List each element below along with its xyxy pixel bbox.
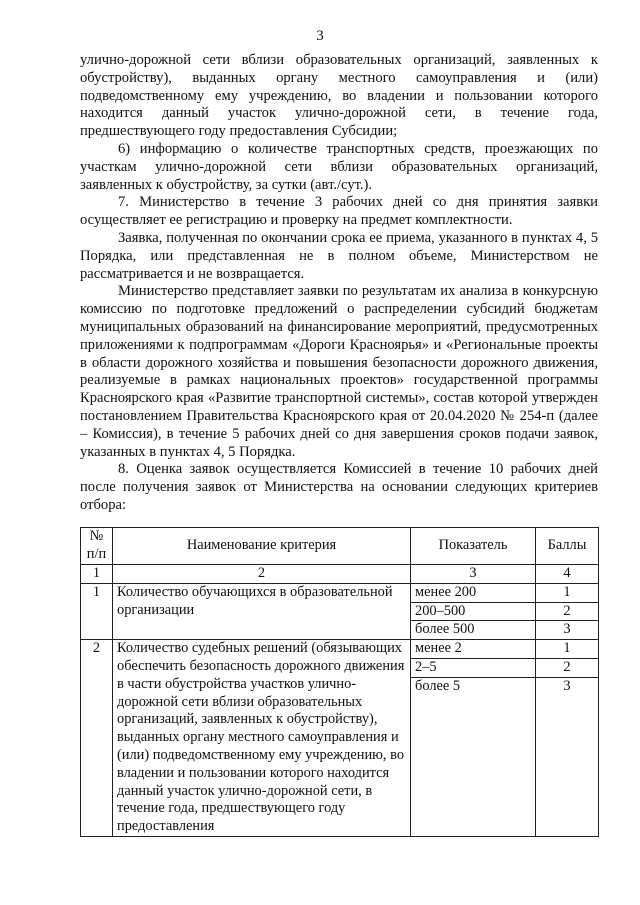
- col-number: 4: [536, 565, 599, 584]
- points-cell: [536, 583, 599, 639]
- indicator-value: менее 2: [411, 640, 535, 659]
- row-num: 2: [81, 640, 113, 837]
- header-name: Наименование критерия: [113, 528, 411, 565]
- paragraph: 6) информацию о количестве транспортных средств, проезжающих по участкам улично-дорожной сети вблизи образовательных организаций, заявленных к обустройству, за сутки (авт./сут.).: [80, 140, 598, 193]
- col-number: 3: [411, 565, 536, 584]
- points-value: 2: [536, 603, 598, 622]
- paragraph: Заявка, полученная по окончании срока ее приема, указанного в пунктах 4, 5 Порядка, или представленная не в полном объеме, Министерством не рассматривается и не возвращается.: [80, 229, 598, 282]
- criterion-name: Количество судебных решений (обязывающих обеспечить безопасность дорожного движения в части обустройства участков улично-дорожной сети вблизи образовательных организаций, заявленных к обустройству), выданных органу местного самоуправления и (или) подведомственному ему учреждению, во владении и пользовании которого находится данный участок улично-дорожной сети, в течение года, предшествующего году предоставления: [113, 640, 411, 837]
- paragraph: улично-дорожной сети вблизи образовательных организаций, заявленных к обустройству), выданных органу местного самоуправления и (или) подведомственному ему учреждению, во владении и пользовании которого находится данный участок улично-дорожной сети, в течение года, предшествующего году предоставления Субсидии;: [80, 52, 598, 140]
- points-value: 3: [563, 621, 571, 638]
- page-number: 3: [316, 28, 324, 44]
- criteria-table: [80, 527, 599, 837]
- body-text: [80, 52, 598, 515]
- indicator-cell: [411, 583, 536, 639]
- points-value: 1: [536, 584, 598, 603]
- paragraph: Министерство представляет заявки по результатам их анализа в конкурсную комиссию по подготовке предложений о распределении субсидий бюджетам муниципальных образований на финансирование мероприятий, предусмотренных приложениями к подпрограммам «Дороги Красноярья» и «Региональные проекты в области дорожного хозяйства и повышения безопасности дорожного движения, реализуемые в рамках национальных проектов» государственной программы Красноярского края «Развитие транспортной системы», состав которой утвержден постановлением Правительства Красноярского края от 20.04.2020 № 254-п (далее – Комиссия), в течение 5 рабочих дней со дня завершения сроков подачи заявок, указанных в пунктах 4, 5 Порядка.: [80, 283, 598, 460]
- col-number: 1: [81, 565, 113, 584]
- paragraph: 8. Оценка заявок осуществляется Комиссией в течение 10 рабочих дней после получения заявок от Министерства на основании следующих критериев отбора:: [80, 461, 598, 513]
- col-number: 2: [113, 565, 411, 584]
- points-cell: [536, 640, 599, 837]
- points-value: 2: [536, 659, 598, 678]
- points-value: 3: [563, 677, 571, 694]
- indicator-value: менее 200: [411, 584, 535, 603]
- row-num: 1: [81, 583, 113, 639]
- indicator-value: 200–500: [411, 603, 535, 622]
- header-indicator: Показатель: [411, 528, 536, 565]
- table-row: [81, 583, 599, 639]
- table-header-row: [81, 528, 599, 565]
- column-number-row: [81, 565, 599, 584]
- header-num: № п/п: [81, 528, 113, 565]
- criterion-name: Количество обучающихся в образовательной организации: [113, 583, 411, 639]
- header-points: Баллы: [536, 528, 599, 565]
- indicator-value: более 500: [415, 621, 475, 638]
- table-row: [81, 640, 599, 837]
- indicator-cell: [411, 640, 536, 837]
- indicator-value: 2–5: [411, 659, 535, 678]
- paragraph: 7. Министерство в течение 3 рабочих дней со дня принятия заявки осуществляет ее регистрацию и проверку на предмет комплектности.: [80, 194, 598, 229]
- indicator-value: более 5: [415, 677, 461, 694]
- points-value: 1: [536, 640, 598, 659]
